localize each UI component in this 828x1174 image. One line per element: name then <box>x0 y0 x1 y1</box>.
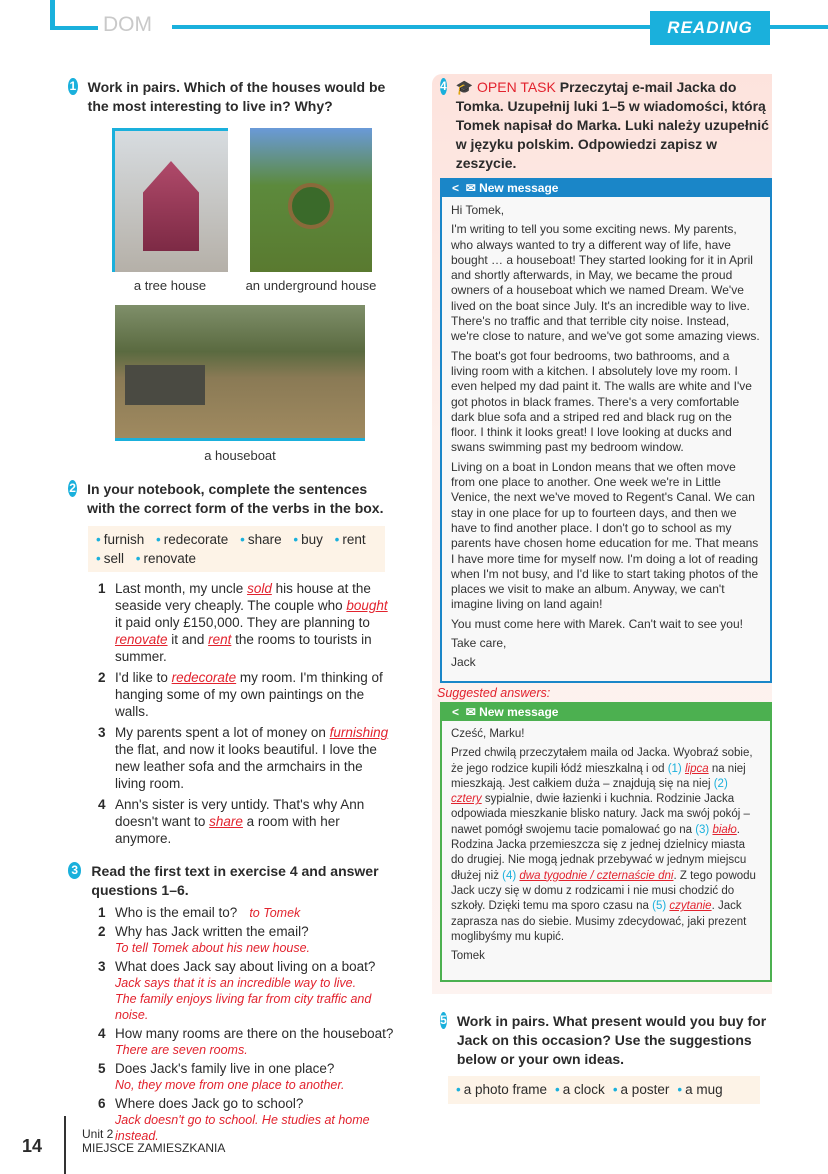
verb-option <box>96 551 124 566</box>
answer: dwa tygodnie / czternaście dni <box>519 869 674 882</box>
underground-house-photo <box>250 128 372 272</box>
email-body <box>442 721 770 974</box>
verb-option <box>240 532 282 547</box>
email-body <box>442 197 770 681</box>
tree-house-photo <box>112 128 228 272</box>
graduation-cap-icon: 🎓 <box>455 79 478 95</box>
suggestions-box <box>448 1076 760 1104</box>
list-item <box>98 724 393 792</box>
back-chevron-icon[interactable]: < <box>452 181 460 195</box>
email-tomek <box>440 702 772 982</box>
answer: cztery <box>451 793 482 806</box>
bullet-icon: • <box>96 532 101 547</box>
suggestion-text: a mug <box>685 1082 723 1097</box>
item-number: 1 <box>98 581 106 596</box>
verb-text: share <box>247 532 282 547</box>
caption-tree-house: a tree house <box>133 278 207 293</box>
answer: biało <box>712 823 737 836</box>
item-text <box>115 796 393 847</box>
answer: Jack says that it is an incredible way to live. <box>115 976 357 990</box>
email-signature: Tomek <box>451 950 485 963</box>
envelope-icon: ✉ <box>465 181 476 195</box>
gap-number: (4) <box>502 869 517 882</box>
question: Does Jack's family live in one place? <box>115 1061 335 1076</box>
email-title: New message <box>479 181 559 195</box>
verb-option <box>335 532 366 547</box>
suggestion-text: a poster <box>620 1082 670 1097</box>
sentence-text: the rooms to tourists in summer. <box>115 632 372 664</box>
sentence-text: Last month, my uncle <box>115 581 248 596</box>
answer: Jack doesn't go to school. He studies at home instead. <box>115 1113 370 1143</box>
email-text: . Z tego powodu Jack uczy się w domu z rodzicami i nie musi chodzić do szkoły. Dzięki temu ma sporo czasu na <box>451 869 756 913</box>
item-content <box>115 904 300 921</box>
item-content <box>115 1095 408 1144</box>
item-text <box>115 580 393 665</box>
answer: furnishing <box>329 725 389 740</box>
email-paragraph: Hi Tomek, <box>451 203 505 217</box>
verb-text: renovate <box>143 551 197 566</box>
question: What does Jack say about living on a boat? <box>115 959 376 974</box>
email-paragraph: Take care, <box>451 636 507 651</box>
exercise-4 <box>440 78 770 173</box>
item-number: 4 <box>98 797 106 812</box>
exercise-number: 1 <box>69 79 77 93</box>
caption-underground-house: an underground house <box>245 278 377 293</box>
suggestion-option <box>456 1082 547 1097</box>
email-paragraph: I'm writing to tell you some exciting news. My parents, who always wanted to try a different way of life, have bought … a houseboat! They started looking for it in April and shortly afterwards, in May, we became the proud owners of a houseboat which we named Dream. We've lived on the boat since July. It's an incredible way to live. There's no traffic and that terrible city noise. Instead, we're close to nature, and we've got some amazing views. <box>451 222 760 344</box>
section-title: DOM <box>103 13 152 36</box>
email-text: sypialnie, dwie łazienki i kuchnia. Rodzinie Jacka odpowiada mieszkanie blisko natury. Jack ma swój pokój – nawet pomógł swojemu tacie pomalować go na <box>451 793 750 836</box>
sentence-text: my room. I'm thinking of hanging some of my own paintings on the walls. <box>115 670 383 719</box>
exercise-instruction: In your notebook, complete the sentences with the correct form of the verbs in the box. <box>87 481 384 516</box>
item-text <box>115 669 393 720</box>
exercise-number: 5 <box>440 1013 447 1027</box>
bullet-icon: • <box>555 1082 560 1097</box>
email-text: na niej mieszkają. Jest całkiem duża – znajdują się na niej <box>451 762 746 790</box>
email-paragraph: Jack <box>451 655 476 670</box>
sentence-text: I'd like to <box>115 670 172 685</box>
item-number: 2 <box>98 670 106 685</box>
sentence-text: Ann's sister is very untidy. That's why Ann doesn't want to <box>115 797 365 829</box>
email-header <box>442 180 770 197</box>
verb-text: rent <box>342 532 366 547</box>
item-text <box>115 724 393 792</box>
answer: rent <box>208 632 232 647</box>
back-chevron-icon[interactable]: < <box>452 705 460 719</box>
header-rule-left <box>50 26 98 30</box>
email-header <box>442 704 770 721</box>
email-text <box>451 746 760 945</box>
item-number: 3 <box>98 959 106 974</box>
sentence-text: a room with her anymore. <box>115 814 340 846</box>
email-text: . Rodzina Jacka przemieszcza się z jednej dzielnicy miasta do drugiej. Nie mogą jednak przebywać w jednym miejscu dłużej niż <box>451 823 747 882</box>
item-content <box>115 1060 345 1093</box>
suggestion-option <box>613 1082 670 1097</box>
answer: share <box>209 814 243 829</box>
verb-option <box>293 532 323 547</box>
exercise-instruction: Read the first text in exercise 4 and answer questions 1–6. <box>91 863 379 898</box>
exercise-number: 3 <box>68 862 81 879</box>
verb-option <box>136 551 196 566</box>
email-paragraph: Living on a boat in London means that we often move from one place to another. One week we're in Little Venice, the next we've moved to Regent's Canal. We can stay in one place for up to fourteen days, and then we have to find another place. I don't go to school as my parents have chosen home education for me. That means I have more time for myself now. I'm doing a lot of reading when I'm not busy, and I'd like to start taking photos of the places we visit to make an album. Anyway, we can't imagine living on land again! <box>451 459 759 612</box>
email-text: Przed chwilą przeczytałem maila od Jacka. Wyobraź sobie, że jego rodzice kupili łódź mieszkalną i od <box>451 747 753 775</box>
item-content <box>115 1025 393 1058</box>
footer-rule <box>64 1116 66 1174</box>
bullet-icon: • <box>293 532 299 547</box>
question: Where does Jack go to school? <box>115 1096 304 1111</box>
answer: redecorate <box>171 670 237 685</box>
answer: lipca <box>684 762 709 775</box>
question: Why has Jack written the email? <box>115 924 309 939</box>
item-number: 5 <box>98 1061 106 1076</box>
list-item <box>98 1025 408 1058</box>
gap-number: (2) <box>713 777 728 790</box>
suggestion-text: a clock <box>562 1082 605 1097</box>
exercise-1 <box>68 78 398 116</box>
answer: to Tomek <box>249 906 301 920</box>
item-content <box>115 958 408 1023</box>
unit-title: MIEJSCE ZAMIESZKANIA <box>82 1141 226 1155</box>
gap-number: (3) <box>695 823 710 836</box>
list-item <box>98 1060 408 1093</box>
sentence-text: his house at the seaside very cheaply. The couple who <box>115 581 371 613</box>
verb-text: redecorate <box>163 532 229 547</box>
page-number: 14 <box>22 1136 43 1156</box>
question: Who is the email to? <box>115 905 238 920</box>
item-number: 2 <box>98 924 106 939</box>
answer: czytanie <box>669 900 712 913</box>
sentence-text: the flat, and now it looks beautiful. I love the new leather sofa and the armchairs in the living room. <box>115 742 377 791</box>
list-item <box>98 958 408 1023</box>
unit-label: Unit 2 <box>82 1127 114 1141</box>
exercise-3 <box>68 862 398 900</box>
bullet-icon: • <box>156 532 161 547</box>
gap-number: (1) <box>667 762 682 775</box>
list-item <box>98 1095 408 1144</box>
list-item <box>98 904 408 921</box>
caption-houseboat: a houseboat <box>204 448 276 463</box>
question: How many rooms are there on the houseboat? <box>115 1026 394 1041</box>
houseboat-photo <box>115 305 365 441</box>
gap-number: (5) <box>652 900 667 913</box>
bullet-icon: • <box>96 551 101 566</box>
sentence-text: it paid only £150,000. They are planning to <box>115 615 370 630</box>
item-content <box>115 923 310 956</box>
answer: There are seven rooms. <box>115 1043 248 1057</box>
bullet-icon: • <box>456 1082 461 1097</box>
exercise-2 <box>68 480 398 518</box>
list-item <box>98 580 393 665</box>
verb-text: furnish <box>103 532 145 547</box>
sentence-text: My parents spent a lot of money on <box>115 725 330 740</box>
list-item <box>98 669 393 720</box>
exercise-instruction: Przeczytaj e-mail Jacka do Tomka. Uzupełnij luki 1–5 w wiadomości, którą Tomek napisał do Marka. Luki należy uzupełnić w języku polskim. Odpowiedzi zapisz w zeszycie. <box>455 79 769 171</box>
bullet-icon: • <box>334 532 340 547</box>
bullet-icon: • <box>612 1082 618 1097</box>
bullet-icon: • <box>240 532 245 547</box>
exercise-instruction: Work in pairs. What present would you buy for Jack on this occasion? Use the suggestions below or your own ideas. <box>456 1013 767 1067</box>
suggestion-text: a photo frame <box>463 1082 548 1097</box>
answer: No, they move from one place to another. <box>115 1078 345 1092</box>
email-greeting: Cześć, Marku! <box>451 728 525 740</box>
item-number: 1 <box>98 905 106 920</box>
exercise-instruction: Work in pairs. Which of the houses would be the most interesting to live in? Why? <box>87 79 386 114</box>
verb-option <box>96 532 144 547</box>
email-paragraph: You must come here with Marek. Can't wait to see you! <box>451 616 743 631</box>
bullet-icon: • <box>135 551 141 566</box>
sentence-text: it and <box>167 632 209 647</box>
verb-text: sell <box>103 551 124 566</box>
answer: bought <box>346 598 388 613</box>
open-task-label: OPEN TASK <box>477 79 556 95</box>
email-title: New message <box>479 705 559 719</box>
verb-box <box>88 526 385 572</box>
suggestion-option <box>555 1082 605 1097</box>
suggested-answers-label: Suggested answers: <box>437 686 551 700</box>
email-text: . Jack zaprasza nas do siebie. Musimy zdecydować, jaki prezent moglibyśmy mu kupić. <box>451 900 747 943</box>
answer: The family enjoys living far from city traffic and noise. <box>115 992 372 1022</box>
email-jack <box>440 178 772 683</box>
exercise-2-items <box>98 580 393 851</box>
exercise-number: 2 <box>69 481 76 495</box>
verb-text: buy <box>301 532 323 547</box>
exercise-3-items <box>98 904 408 1146</box>
answer: To tell Tomek about his new house. <box>115 941 311 955</box>
envelope-icon: ✉ <box>465 705 476 719</box>
exercise-number: 4 <box>440 79 447 93</box>
list-item <box>98 923 408 956</box>
suggestion-option <box>677 1082 722 1097</box>
exercise-5 <box>440 1012 770 1069</box>
item-number: 4 <box>98 1026 106 1041</box>
item-number: 3 <box>98 725 106 740</box>
answer: renovate <box>115 632 168 647</box>
email-paragraph: The boat's got four bedrooms, two bathrooms, and a living room with a kitchen. I absolutely love my room. I even helped my dad paint it. The walls are white and I've got photos in black frames. There's a very comfortable dark blue sofa and a striped red and black rug on the floor. I think it looks great! I love looking at ducks and swans swimming past my bedroom window. <box>451 348 752 455</box>
item-number: 6 <box>98 1096 106 1111</box>
verb-option <box>156 532 228 547</box>
bullet-icon: • <box>677 1082 683 1097</box>
list-item <box>98 796 393 847</box>
answer: sold <box>247 581 272 596</box>
reading-tag: READING <box>650 11 770 45</box>
